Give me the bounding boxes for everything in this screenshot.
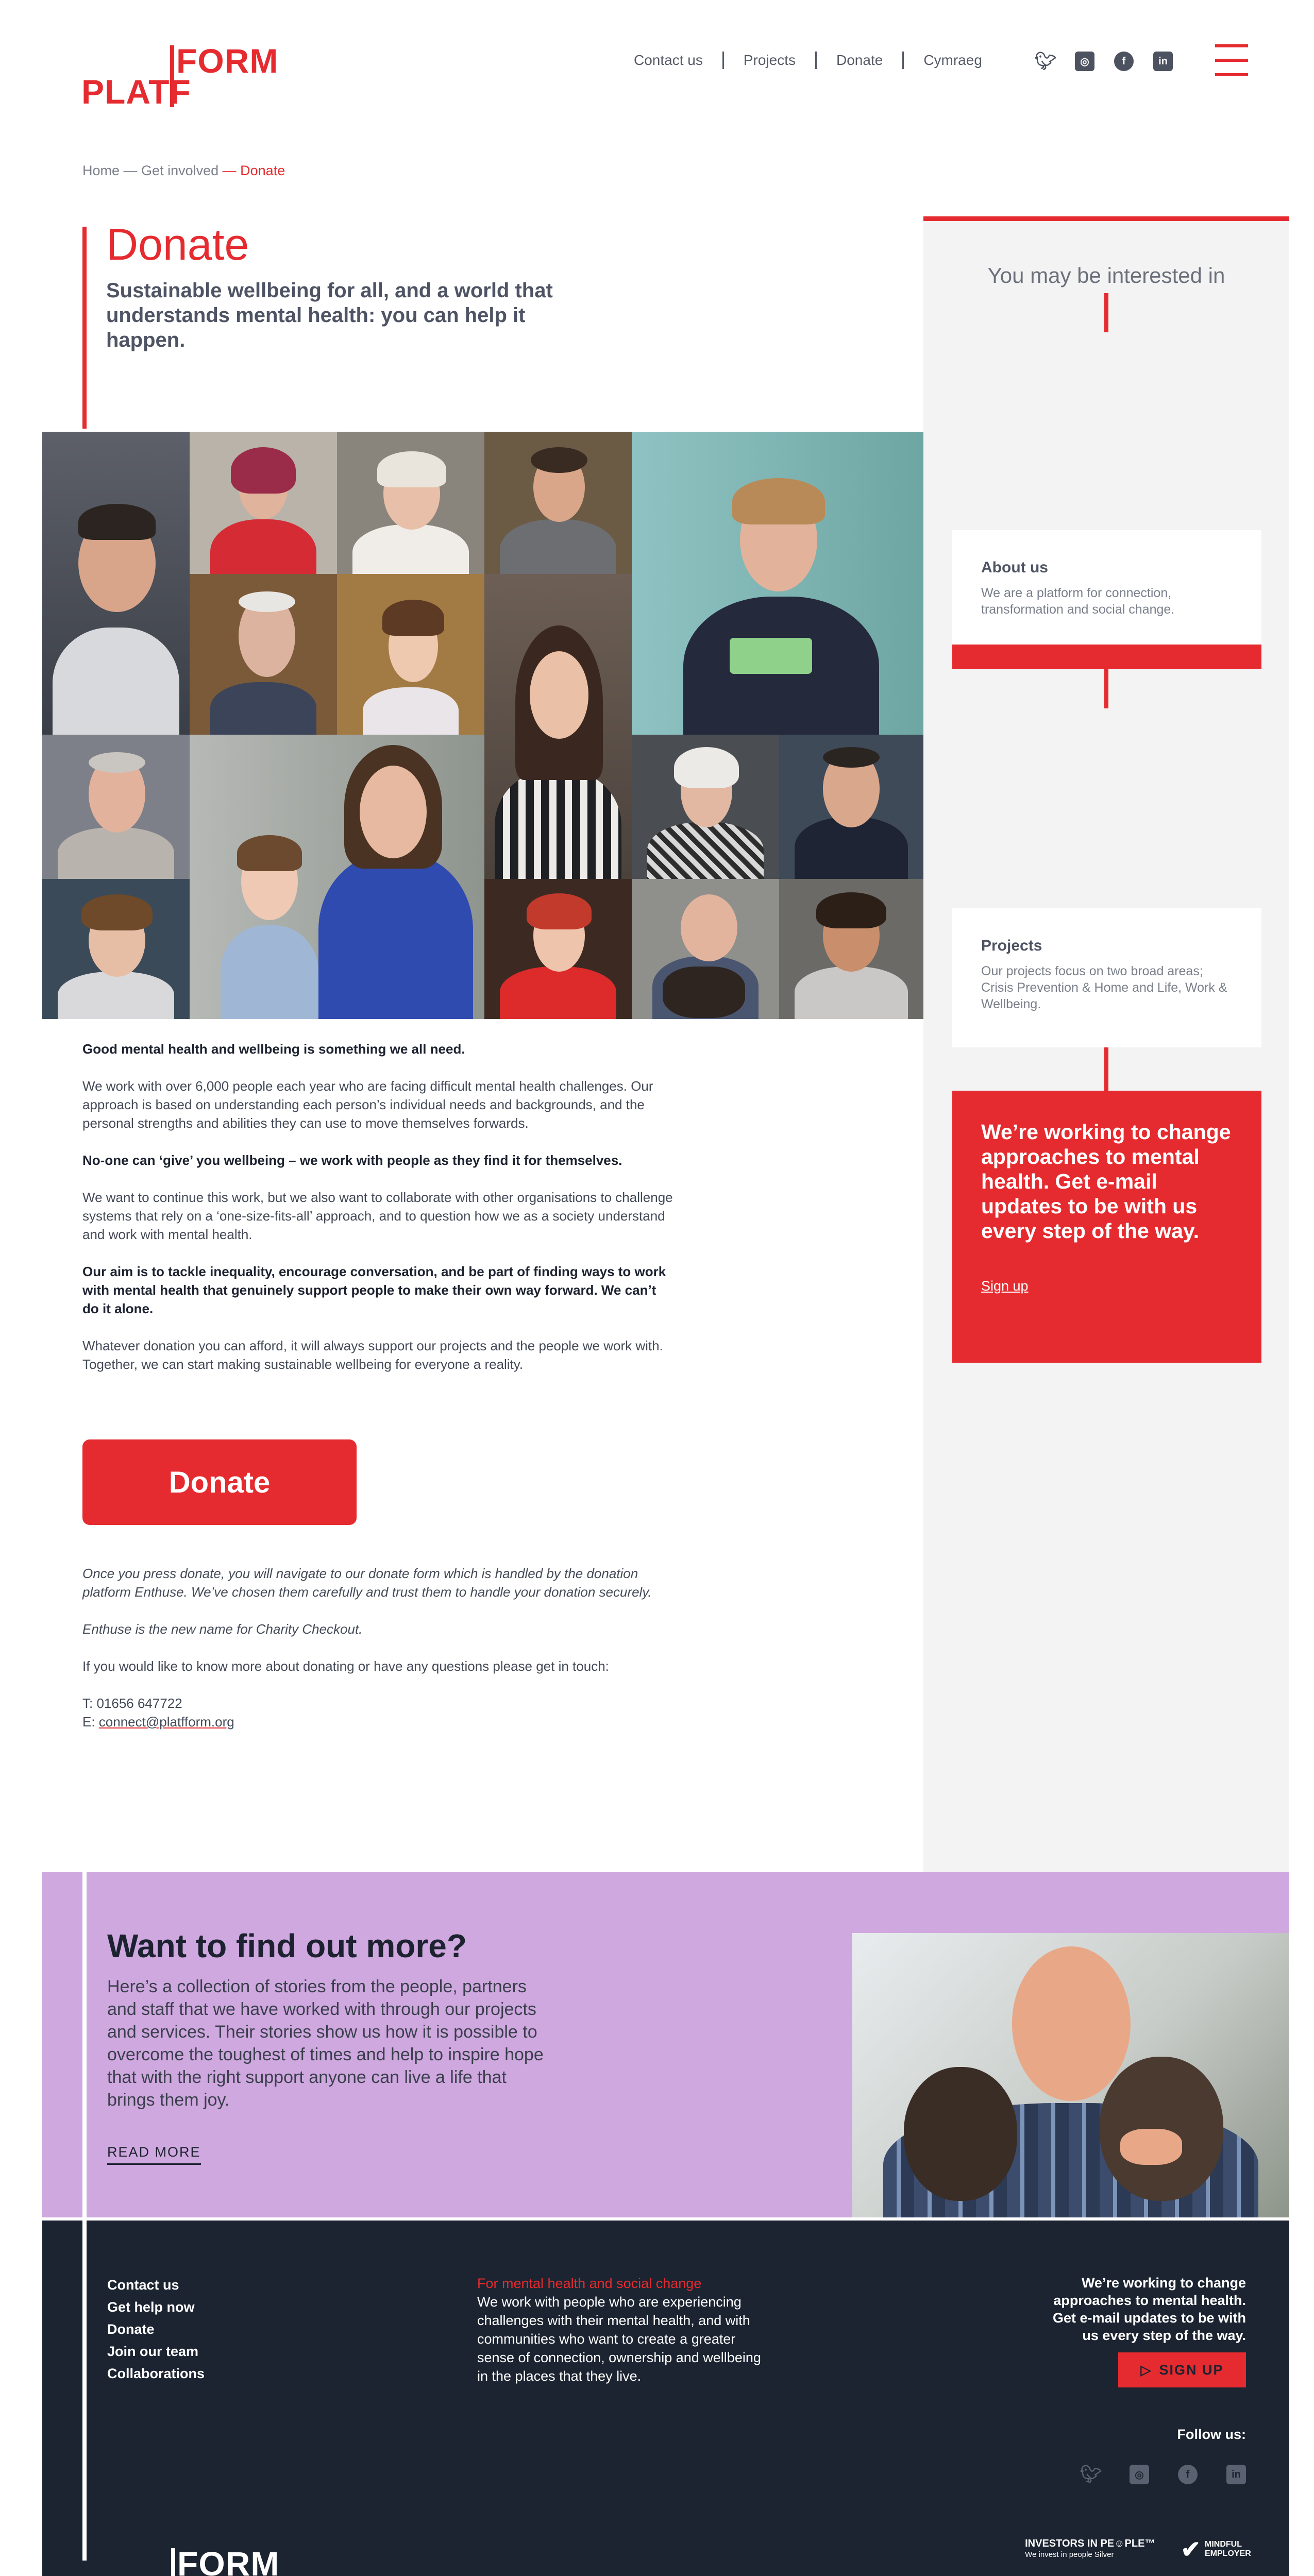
follow-us-label: Follow us: <box>1177 2427 1246 2442</box>
breadcrumb <box>82 163 285 179</box>
sign-up-label: SIGN UP <box>1159 2362 1224 2378</box>
note-paragraph: Once you press donate, you will navigate to our donate form which is handled by the donation platform Enthuse. We’ve chosen them carefully and trust them to handle your donation securely. <box>82 1566 652 1600</box>
logo-text-right: FORM <box>176 42 279 80</box>
footer-sign-up-button[interactable] <box>1118 2352 1246 2387</box>
instagram-icon[interactable]: ◎ <box>1130 2465 1149 2484</box>
footer-social-links <box>1081 2465 1246 2484</box>
portrait-photo <box>42 432 190 735</box>
body-paragraph: We want to continue this work, but we also want to collaborate with other organisations to challenge systems that rely on a ‘one-size-fits-all’ approach, and to question how we as a society understand and work with mental health. <box>82 1190 673 1242</box>
connector-line <box>1104 669 1108 708</box>
logo-text-left: PLATF <box>81 73 191 111</box>
portrait-photo <box>190 432 337 574</box>
read-more-link[interactable]: READ MORE <box>107 2144 201 2165</box>
portrait-photo <box>190 574 337 735</box>
connector-line <box>1104 1047 1108 1091</box>
section-text: Here’s a collection of stories from the people, partners and staff that we have worked with through our projects and services. Their stories show us how it is possible to overcome the toughest of times and help to inspire hope that with the right support anyone can live a life that brings them joy. <box>107 1977 544 2110</box>
connector-line <box>1104 293 1108 332</box>
badge-title: MINDFUL EMPLOYER <box>1205 2540 1251 2558</box>
breadcrumb-separator: — <box>120 163 142 178</box>
body-paragraph: Whatever donation you can afford, it will always support our projects and the people we work with. Together, we can start making sustainable wellbeing for everyone a reality. <box>82 1338 663 1372</box>
breadcrumb-home[interactable]: Home <box>82 163 120 178</box>
card-text: We are a platform for connection, transformation and social change. <box>981 586 1175 617</box>
portrait-photo <box>337 574 484 735</box>
mindful-employer-badge <box>1181 2536 1251 2563</box>
top-navigation <box>634 52 1002 69</box>
contact-email-line <box>82 1713 675 1731</box>
portrait-photo <box>42 879 190 1019</box>
page-subtitle: Sustainable wellbeing for all, and a world that understands mental health: you can help it happen. <box>106 279 553 351</box>
site-footer <box>42 2217 1289 2576</box>
breadcrumb-parent[interactable]: Get involved <box>141 163 219 178</box>
section-title: Want to find out more? <box>107 1927 467 1964</box>
menu-hamburger-icon[interactable] <box>1215 44 1248 76</box>
contact-email-link[interactable]: connect@platfform.org <box>98 1714 234 1730</box>
email-prefix: E: <box>82 1714 99 1730</box>
footer-link-join-our-team[interactable]: Join our team <box>107 2344 199 2359</box>
portrait-photo <box>779 879 923 1019</box>
twitter-icon[interactable]: 🐦︎ <box>1034 52 1057 71</box>
portrait-photo <box>484 432 632 574</box>
sign-up-link[interactable]: Sign up <box>981 1278 1029 1294</box>
man-with-dogs-photo <box>852 1933 1289 2217</box>
badge-title: INVESTORS IN PE☺PLE™ <box>1025 2538 1155 2549</box>
body-paragraph: Our aim is to tackle inequality, encourage conversation, and be part of finding ways to work with mental health that genuinely support people to make their own way forward. We can’t do it alone. <box>82 1264 666 1316</box>
portrait-photo <box>484 574 632 879</box>
nav-projects[interactable]: Projects <box>722 52 815 69</box>
footer-tagline: For mental health and social change <box>477 2276 702 2291</box>
sidebar-heading: You may be interested in <box>987 263 1225 287</box>
card-accent-bar <box>952 645 1261 669</box>
portrait-photo <box>190 735 484 1019</box>
linkedin-icon[interactable]: in <box>1226 2465 1246 2484</box>
badge-subtitle: We invest in people Silver <box>1025 2550 1114 2559</box>
nav-donate[interactable]: Donate <box>815 52 902 69</box>
portrait-photo <box>42 735 190 879</box>
breadcrumb-separator: — <box>218 163 241 178</box>
footer-link-get-help-now[interactable]: Get help now <box>107 2299 195 2315</box>
header-social-links <box>1036 52 1173 71</box>
footer-about-text: We work with people who are experiencing challenges with their mental health, and with communities who want to create a greater sense of connection, ownership and wellbeing in the places that they live. <box>477 2294 761 2384</box>
footer-signup-text: We’re working to change approaches to mental health. Get e-mail updates to be with us every step of the way. <box>1052 2275 1246 2343</box>
portrait-photo <box>632 432 923 735</box>
footer-links <box>107 2274 205 2385</box>
play-arrow-icon: ▷ <box>1140 2362 1152 2378</box>
section-accent-bar <box>82 1872 87 2217</box>
facebook-icon[interactable]: f <box>1114 52 1134 71</box>
find-out-more-section <box>42 1872 1289 2217</box>
donate-body-text <box>82 1040 675 1392</box>
linkedin-icon[interactable]: in <box>1153 52 1173 71</box>
logo-bar <box>171 2548 175 2576</box>
card-title: Projects <box>981 937 1042 954</box>
portrait-photo <box>632 735 779 879</box>
body-paragraph: Good mental health and wellbeing is something we all need. <box>82 1041 465 1057</box>
footer-link-donate[interactable]: Donate <box>107 2321 155 2337</box>
accreditation-badges <box>1025 2536 1251 2563</box>
checkmark-icon: ✔ <box>1181 2536 1201 2563</box>
page-title: Donate <box>106 220 249 269</box>
twitter-icon[interactable]: 🐦︎ <box>1080 2465 1102 2484</box>
newsletter-promo <box>952 1091 1261 1363</box>
instagram-icon[interactable]: ◎ <box>1075 52 1094 71</box>
promo-text: We’re working to change approaches to mental health. Get e-mail updates to be with us every step of the way. <box>981 1120 1231 1243</box>
body-paragraph: We work with over 6,000 people each year who are facing difficult mental health challenges. Our approach is based on understanding each person’s individual needs and backgrounds, and the personal strengths and abilities they can use to move themselves forwards. <box>82 1078 653 1131</box>
site-logo[interactable] <box>81 41 279 111</box>
sidebar-card-about-us[interactable] <box>952 530 1261 669</box>
card-title: About us <box>981 559 1048 576</box>
footer-link-collaborations[interactable]: Collaborations <box>107 2366 205 2381</box>
note-paragraph: If you would like to know more about donating or have any questions please get in touch: <box>82 1658 609 1674</box>
footer-logo[interactable] <box>82 2544 280 2576</box>
portrait-photo <box>779 735 923 879</box>
nav-cymraeg[interactable]: Cymraeg <box>902 52 1002 69</box>
donate-button[interactable]: Donate <box>82 1439 357 1525</box>
card-text: Our projects focus on two broad areas; Crisis Prevention & Home and Life, Work & Wellbeing. <box>981 964 1227 1011</box>
portrait-collage <box>42 432 923 1019</box>
hero-accent-bar <box>82 227 87 429</box>
portrait-photo <box>484 879 632 1019</box>
portrait-photo <box>337 432 484 574</box>
contact-phone: T: 01656 647722 <box>82 1696 182 1711</box>
facebook-icon[interactable]: f <box>1178 2465 1198 2484</box>
footer-link-contact-us[interactable]: Contact us <box>107 2277 179 2293</box>
footer-accent-bar <box>82 2221 87 2561</box>
footer-about <box>477 2274 771 2385</box>
note-paragraph: Enthuse is the new name for Charity Checkout. <box>82 1621 363 1637</box>
body-paragraph: No-one can ‘give’ you wellbeing – we work with people as they find it for themselves. <box>82 1153 622 1168</box>
portrait-photo <box>632 879 779 1019</box>
investors-in-people-badge <box>1025 2538 1155 2561</box>
related-sidebar <box>923 216 1289 1872</box>
donation-notes <box>82 1564 675 1731</box>
logo-text-right: FORM <box>177 2545 280 2576</box>
breadcrumb-current: Donate <box>240 163 285 178</box>
nav-contact-us[interactable]: Contact us <box>634 52 703 68</box>
sidebar-card-projects[interactable] <box>952 908 1261 1047</box>
